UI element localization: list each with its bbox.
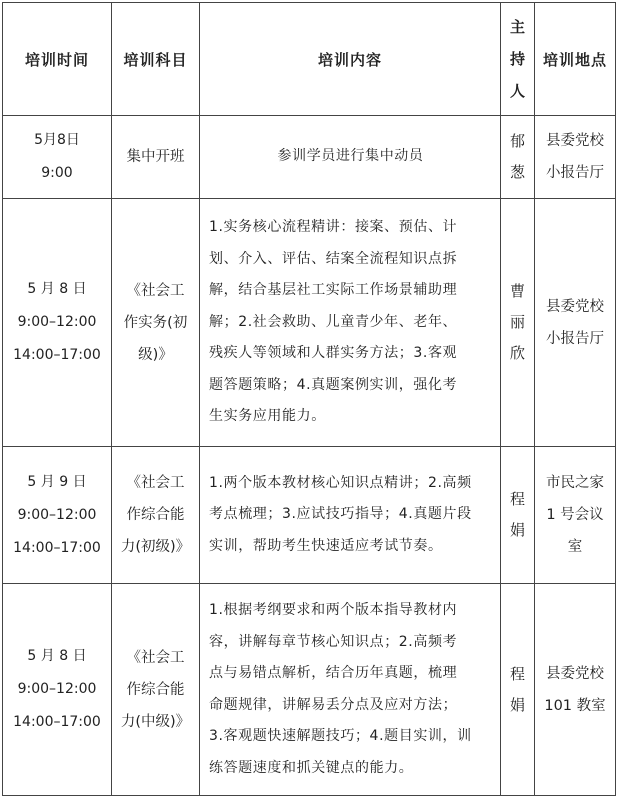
content-line: 题答题策略；4.真题案例实训，强化考 xyxy=(209,376,458,393)
header-time: 培训时间 xyxy=(3,3,112,116)
content-line: 考点梳理；3.应试技巧指导；4.真题片段 xyxy=(209,506,472,523)
host-char: 程 xyxy=(509,490,525,508)
date-text: 5 月 8 日 xyxy=(27,281,87,297)
time-text: 14:00–17:00 xyxy=(13,539,101,556)
host-char: 程 xyxy=(509,664,525,683)
content-line: 点与易错点解析，结合历年真题，梳理 xyxy=(209,665,458,681)
time-cell xyxy=(3,584,112,796)
host-cell xyxy=(501,199,535,447)
subject-text: 作实务(初 xyxy=(123,314,188,331)
content-line: 1.实务核心流程精讲：接案、预估、计 xyxy=(209,219,458,236)
host-char: 娟 xyxy=(509,695,525,714)
content-line: 1.根据考纲要求和两个版本指导教材内 xyxy=(209,602,458,618)
host-char: 曹 xyxy=(509,282,525,300)
time-cell xyxy=(3,447,112,584)
location-cell xyxy=(535,447,616,584)
time-text: 14:00–17:00 xyxy=(13,714,101,730)
time-cell xyxy=(3,199,112,447)
subject-text: 《社会工 xyxy=(126,282,185,299)
table-row xyxy=(3,199,616,447)
time-text: 14:00–17:00 xyxy=(13,347,101,363)
content-cell xyxy=(200,199,501,447)
header-location: 培训地点 xyxy=(535,3,616,116)
location-text: 县委党校 xyxy=(546,133,604,149)
content-line: 3.客观题快速解题技巧；4.题目实训，训 xyxy=(209,728,472,744)
location-text: 县委党校 xyxy=(546,298,604,315)
table-row xyxy=(3,584,616,796)
subject-text: 力(中级)》 xyxy=(120,713,191,730)
host-char: 欣 xyxy=(509,344,525,362)
host-char: 葱 xyxy=(509,163,525,181)
location-text: 小报告厅 xyxy=(546,330,604,347)
time-cell xyxy=(3,116,112,199)
content-line: 残疾人等领域和人群实务方法；3.客观 xyxy=(209,345,458,362)
content-line: 练答题速度和抓关键点的能力。 xyxy=(209,759,414,776)
host-cell xyxy=(501,447,535,584)
content-line: 容，讲解每章节核心知识点；2.高频考 xyxy=(209,633,458,650)
location-text: 1 号会议 xyxy=(546,507,604,523)
date-text: 5 月 8 日 xyxy=(27,648,87,664)
subject-text: 级)》 xyxy=(138,346,173,363)
content-line: 解；2.社会救助、儿童青少年、老年、 xyxy=(209,313,458,330)
time-text: 9:00–12:00 xyxy=(17,314,97,330)
header-host-char: 人 xyxy=(509,82,525,100)
header-host xyxy=(501,3,535,116)
content-line: 划、介入、评估、结案全流程知识点拆 xyxy=(209,250,458,267)
location-text: 县委党校 xyxy=(546,665,604,682)
host-char: 娟 xyxy=(509,521,525,539)
host-cell xyxy=(501,116,535,199)
content-cell xyxy=(200,584,501,796)
content-text: 参训学员进行集中动员 xyxy=(277,148,424,165)
subject-cell xyxy=(112,199,200,447)
subject-text: 集中开班 xyxy=(126,149,185,165)
header-row xyxy=(3,3,616,116)
content-line: 生实务应用能力。 xyxy=(209,408,326,425)
table-row xyxy=(3,447,616,584)
location-cell xyxy=(535,116,616,199)
location-cell xyxy=(535,584,616,796)
time-text: 9:00–12:00 xyxy=(17,681,97,697)
subject-text: 作综合能 xyxy=(126,681,185,698)
location-cell xyxy=(535,199,616,447)
location-text: 101 教室 xyxy=(544,697,606,714)
date-text: 5 月 9 日 xyxy=(27,473,87,490)
content-line: 命题规律，讲解易丢分点及应对方法； xyxy=(209,696,458,713)
content-line: 解，结合基层社工实际工作场景辅助理 xyxy=(209,282,458,299)
header-host-char: 主 xyxy=(509,18,525,36)
location-text: 小报告厅 xyxy=(546,165,604,181)
location-text: 室 xyxy=(567,539,583,555)
subject-text: 力(初级)》 xyxy=(120,539,191,555)
subject-cell xyxy=(112,447,200,584)
host-char: 丽 xyxy=(509,313,525,331)
content-line: 实训，帮助考生快速适应考试节奏。 xyxy=(209,537,443,554)
subject-text: 《社会工 xyxy=(126,649,185,666)
host-char: 郁 xyxy=(509,132,525,150)
header-host-char: 持 xyxy=(509,50,525,68)
time-text: 9:00 xyxy=(41,165,73,181)
content-line: 1.两个版本教材核心知识点精讲；2.高频 xyxy=(209,474,472,491)
header-subject: 培训科目 xyxy=(112,3,200,116)
location-text: 市民之家 xyxy=(546,475,604,491)
table-row xyxy=(3,116,616,199)
subject-cell xyxy=(112,584,200,796)
content-cell xyxy=(200,116,501,199)
subject-cell xyxy=(112,116,200,199)
subject-text: 作综合能 xyxy=(126,507,185,523)
header-content: 培训内容 xyxy=(200,3,501,116)
time-text: 9:00–12:00 xyxy=(17,506,97,523)
training-schedule-table xyxy=(2,2,616,796)
subject-text: 《社会工 xyxy=(126,475,185,491)
host-cell xyxy=(501,584,535,796)
date-text: 5月8日 xyxy=(34,132,80,148)
content-cell xyxy=(200,447,501,584)
